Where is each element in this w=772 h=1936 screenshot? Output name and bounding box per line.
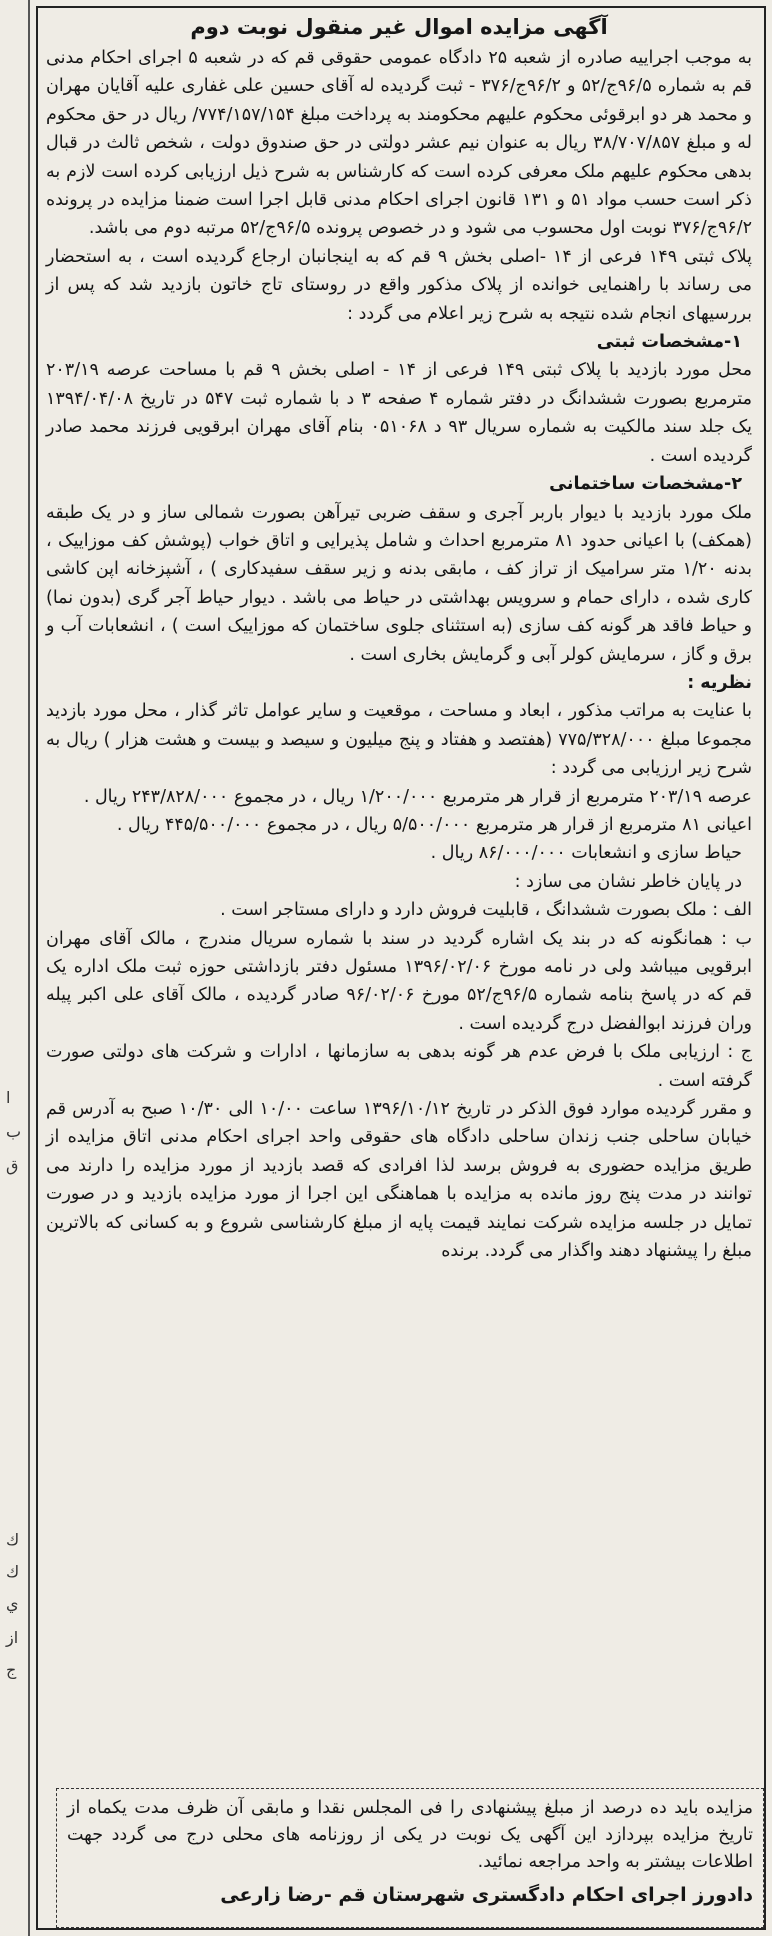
land-valuation: عرصه ۲۰۳/۱۹ مترمربع از قرار هر مترمربع ۱/۲۰۰/۰۰۰ ریال ، در مجموع ۲۴۳/۸۲۸/۰۰۰ ریال . [83,786,752,807]
intro-paragraph: به موجب اجراییه صادره از شعبه ۲۵ دادگاه عمومی حقوقی قم که در شعبه ۵ اجرای احکام مدنی قم به شماره ۹۶/۵ج/۵۲ و ۹۶/۲ج/۳۷۶ - ثبت گردیده له آقای حسین علی غفاری علیه آقایان مهران و محمد هر دو ابرقوئی محکوم علیهم محکومند به پرداخت مبلغ ۷۷۴/۱۵۷/۱۵۴/ ریال در حق محکوم له و مبلغ ۳۸/۷۰۷/۸۵۷ ریال به عنوان نیم عشر دولتی در حق صندوق دولت ، شخص ثالث در قبال بدهی محکوم علیهم ملک معرفی کرده است که کارشناس به شرح ذیل ارزیابی کرده است لازم به ذکر است حسب مواد ۵۱ و ۱۳۱ قانون اجرای احکام مدنی قابل اجرا است ضمنا مزایده در پرونده ۹۶/۲ج/۳۷۶ نوبت اول محسوب می شود و در خصوص پرونده ۹۶/۵ج/۵۲ مرتبه دوم می باشد. [46,48,753,239]
column-divider [28,0,30,1936]
section-heading-building: ۲-مشخصات ساختمانی [549,474,742,495]
notice-title: آگهی مزایده اموال غیر منقول نوبت دوم [190,15,608,39]
note-a: الف : ملک بصورت ششدانگ ، قابلیت فروش دارد و دارای مستاجر است . [220,900,752,921]
section-heading-registration: ۱-مشخصات ثبتی [596,332,742,353]
footer-text: مزایده باید ده درصد از مبلغ پیشنهادی را فی المجلس نقدا و مابقی آن ظرف مدت یکماه از تاریخ مزایده بپردازد این آگهی یک نوبت در یکی از روزنامه های محلی درج می گردد جهت اطلاعات بیشتر به واحد مراجعه نمائید. [67,1798,753,1872]
opinion-paragraph: با عنایت به مراتب مذکور ، ابعاد و مساحت ، موقعیت و سایر عوامل تاثر گذار ، محل مورد بازدید مجموعا مبلغ ۷۷۵/۳۲۸/۰۰۰ (هفتصد و هفتاد و پنج میلیون و سیصد و بیست و هشت هزار ) ریال به شرح زیر ارزیابی می گردد : [46,701,752,779]
signature-line: دادورز اجرای احکام دادگستری شهرستان قم -رضا زارعی [220,1884,753,1906]
margin-fragment: ق [6,1156,19,1175]
section-heading-opinion: نظریه : [687,672,752,693]
note-c: ج : ارزیابی ملک با فرض عدم هر گونه بدهی به سازمانها ، ادارات و شرکت های دولتی صورت گرفته است . [46,1042,752,1091]
building-paragraph: ملک مورد بازدید با دیوار باربر آجری و سقف ضربی تیرآهن بصورت شمالی ساز و در یک طبقه (همکف) با اعیانی حدود ۸۱ مترمربع احداث و شامل پذیرایی و اتاق خواب (پوشش کف موزاییک ، بدنه ۱/۲۰ متر سرامیک از تراز کف ، مابقی بدنه و زیر سقف سفیدکاری ) ، آشپزخانه اپن کاشی کاری شده ، دارای حمام و سرویس بهداشتی در حیاط می باشد . دیوار حیاط آجر گری (بدون نما) و حیاط فاقد هر گونه کف سازی (به استثنای جلوی ساختمان که موزاییک است ) ، انشعابات آب و برق و گاز ، سرمایش کولر آبی و گرمایش بخاری است . [46,502,753,665]
footer-box [56,1788,764,1928]
auction-terms: و مقرر گردیده موارد فوق الذکر در تاریخ ۱۳۹۶/۱۰/۱۲ ساعت ۱۰/۰۰ الی ۱۰/۳۰ صبح به آدرس قم خیابان ساحلی جنب زندان ساحلی دادگاه های حقوقی واحد اجرای احکام مدنی اتاق مزایده از طریق مزایده حضوری به فروش برسد لذا افرادی که قصد بازدید از مورد مزایده را دارند می توانند در مدت پنج روز مانده به مزایده با هماهنگی این اجرا از مورد مزایده بازدید و در صورت تمایل در جلسه مزایده شرکت نمایند قیمت پایه از مبلغ کارشناسی شروع و به کسانی که بالاترین مبلغ را پیشنهاد دهند واگذار می گردد. برنده [46,1099,753,1262]
auction-notice [36,6,766,1930]
registration-paragraph: محل مورد بازدید با پلاک ثبتی ۱۴۹ فرعی از ۱۴ - اصلی بخش ۹ قم با مساحت عرصه ۲۰۳/۱۹ مترمربع بصورت ششدانگ در دفتر شماره ۴ صفحه ۳ د با شماره ثبت ۵۴۷ در تاریخ ۱۳۹۴/۰۴/۰۸ یک جلد سند مالکیت به شماره سریال ۹۳ د ۰۵۱۰۶۸ بنام آقای مهران ابرقویی فرزند محمد صادر گردیده است . [46,360,753,466]
yard-valuation: حیاط سازی و انشعابات ۸۶/۰۰۰/۰۰۰ ریال . [430,843,742,864]
margin-fragment: ك [6,1562,20,1581]
margin-fragment: از [6,1628,19,1647]
adjacent-column-edge [0,0,34,1936]
closing-note: در پایان خاطر نشان می سازد : [514,871,742,892]
margin-fragment: ك [6,1530,20,1549]
margin-fragment: ج [6,1660,17,1679]
margin-fragment: ا [6,1088,11,1107]
margin-fragment: ي [6,1594,19,1613]
margin-fragment: ب [6,1122,22,1141]
building-valuation: اعیانی ۸۱ مترمربع از قرار هر مترمربع ۵/۵۰۰/۰۰۰ ریال ، در مجموع ۴۴۵/۵۰۰/۰۰۰ ریال . [116,814,752,835]
plate-paragraph: پلاک ثبتی ۱۴۹ فرعی از ۱۴ -اصلی بخش ۹ قم که به اینجانبان ارجاع گردیده است ، به استحضار می رساند با راهنمایی خوانده از پلاک مذکور واقع در روستای تاج خاتون بازدید شد که پس از بررسیهای انجام شده نتیجه به شرح زیر اعلام می گردد : [46,246,752,324]
note-b: ب : همانگونه که در بند یک اشاره گردید در سند با شماره سریال مندرج ، مالک آقای مهران ابرقویی میباشد ولی در نامه مورخ ۱۳۹۶/۰۲/۰۶ مسئول دفتر بازداشتی حوزه ثبت ملک اداره یک قم که در پاسخ بنامه شماره ۹۶/۵ج/۵۲ مورخ ۹۶/۰۲/۰۶ صادر گردیده ، مالک آقای علی اکبر پیله وران فرزند ابوالفضل درج گردیده است . [46,928,752,1034]
